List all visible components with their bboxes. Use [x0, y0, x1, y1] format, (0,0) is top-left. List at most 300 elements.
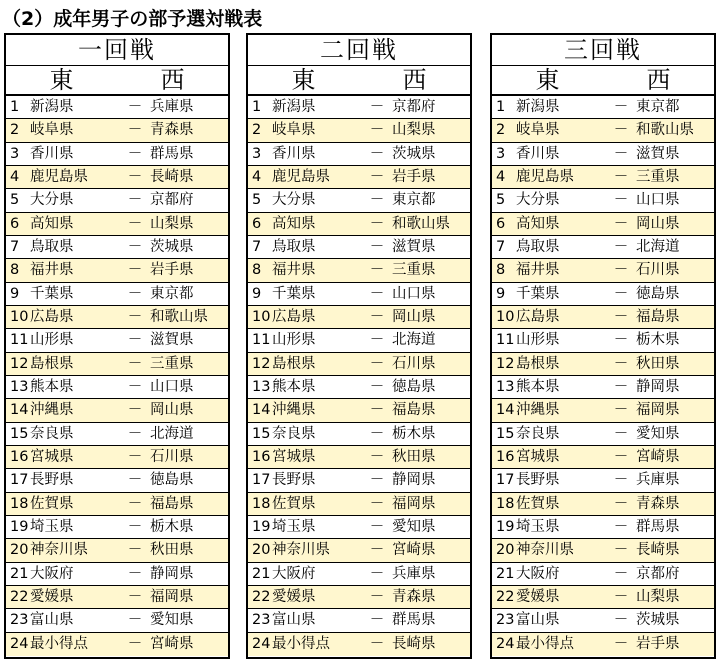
match-number: 19	[496, 519, 515, 536]
match-number: 16	[10, 449, 29, 466]
west-team: 京都府	[636, 565, 680, 582]
east-team: 千葉県	[272, 285, 316, 302]
match-row	[492, 96, 714, 119]
versus-dash: －	[127, 215, 143, 232]
round-title: 二回戦	[248, 35, 470, 66]
match-number: 16	[252, 449, 271, 466]
match-row	[248, 633, 470, 656]
west-team: 静岡県	[392, 472, 436, 489]
east-team: 大分県	[30, 192, 74, 209]
west-team: 福島県	[150, 495, 194, 512]
match-number: 12	[496, 355, 515, 372]
match-number: 2	[496, 122, 506, 139]
versus-dash: －	[369, 332, 385, 349]
west-team: 徳島県	[392, 379, 436, 396]
west-team: 京都府	[392, 99, 436, 116]
match-number: 12	[10, 355, 29, 372]
match-number: 22	[496, 589, 515, 606]
versus-dash: －	[127, 472, 143, 489]
east-team: 宮城県	[30, 449, 74, 466]
match-row	[6, 306, 228, 329]
versus-dash: －	[127, 285, 143, 302]
west-team: 北海道	[392, 332, 436, 349]
west-team: 愛知県	[150, 612, 194, 629]
match-row	[492, 469, 714, 492]
match-number: 13	[10, 379, 29, 396]
east-team: 最小得点	[516, 636, 574, 653]
versus-dash: －	[613, 565, 629, 582]
west-team: 北海道	[636, 239, 680, 256]
match-row	[6, 166, 228, 189]
west-team: 静岡県	[636, 379, 680, 396]
match-number: 17	[252, 472, 271, 489]
match-number: 3	[252, 145, 262, 162]
match-number: 21	[10, 565, 29, 582]
versus-dash: －	[613, 332, 629, 349]
east-team: 熊本県	[30, 379, 74, 396]
east-team: 佐賀県	[30, 495, 74, 512]
west-team: 滋賀県	[392, 239, 436, 256]
east-team: 鳥取県	[30, 239, 74, 256]
match-number: 19	[252, 519, 271, 536]
match-row	[6, 213, 228, 236]
match-number: 15	[10, 425, 29, 442]
east-team: 愛媛県	[30, 589, 74, 606]
west-team: 茨城県	[150, 239, 194, 256]
west-team: 兵庫県	[636, 472, 680, 489]
match-row	[6, 119, 228, 142]
versus-dash: －	[613, 122, 629, 139]
west-team: 愛知県	[392, 519, 436, 536]
versus-dash: －	[127, 636, 143, 653]
round-table-3	[490, 33, 716, 659]
versus-dash: －	[613, 495, 629, 512]
east-team: 熊本県	[272, 379, 316, 396]
match-row	[248, 353, 470, 376]
match-number: 10	[10, 309, 29, 326]
east-team: 埼玉県	[272, 519, 316, 536]
match-number: 6	[252, 215, 262, 232]
round-title: 一回戦	[6, 35, 228, 66]
match-number: 12	[252, 355, 271, 372]
match-number: 11	[252, 332, 271, 349]
versus-dash: －	[127, 192, 143, 209]
match-row	[492, 586, 714, 609]
versus-dash: －	[127, 402, 143, 419]
east-team: 大分県	[272, 192, 316, 209]
match-number: 23	[252, 612, 271, 629]
versus-dash: －	[127, 239, 143, 256]
match-number: 17	[496, 472, 515, 489]
match-number: 9	[10, 285, 20, 302]
west-team: 福島県	[392, 402, 436, 419]
match-row	[248, 493, 470, 516]
west-team: 徳島県	[150, 472, 194, 489]
west-team: 山口県	[392, 285, 436, 302]
match-row	[492, 189, 714, 212]
match-row	[248, 563, 470, 586]
east-team: 広島県	[516, 309, 560, 326]
versus-dash: －	[369, 589, 385, 606]
east-team: 高知県	[516, 215, 560, 232]
match-row	[492, 166, 714, 189]
west-team: 愛知県	[636, 425, 680, 442]
match-row	[492, 259, 714, 282]
match-row	[248, 306, 470, 329]
match-row	[492, 119, 714, 142]
match-number: 5	[252, 192, 262, 209]
match-number: 20	[252, 542, 271, 559]
west-team: 滋賀県	[636, 145, 680, 162]
east-west-header	[6, 66, 228, 96]
versus-dash: －	[369, 472, 385, 489]
east-team: 最小得点	[30, 636, 88, 653]
east-team: 山形県	[30, 332, 74, 349]
match-number: 2	[10, 122, 20, 139]
versus-dash: －	[613, 425, 629, 442]
versus-dash: －	[127, 519, 143, 536]
west-team: 兵庫県	[392, 565, 436, 582]
west-team: 三重県	[636, 169, 680, 186]
match-number: 3	[496, 145, 506, 162]
east-team: 鳥取県	[516, 239, 560, 256]
match-number: 1	[10, 99, 20, 116]
match-row	[248, 166, 470, 189]
east-team: 奈良県	[272, 425, 316, 442]
match-number: 8	[496, 262, 506, 279]
west-team: 栃木県	[392, 425, 436, 442]
match-number: 17	[10, 472, 29, 489]
versus-dash: －	[127, 449, 143, 466]
west-team: 栃木県	[636, 332, 680, 349]
west-team: 岡山県	[392, 309, 436, 326]
versus-dash: －	[613, 379, 629, 396]
match-row	[248, 213, 470, 236]
versus-dash: －	[613, 99, 629, 116]
versus-dash: －	[127, 495, 143, 512]
east-team: 岐阜県	[272, 122, 316, 139]
versus-dash: －	[127, 425, 143, 442]
versus-dash: －	[369, 542, 385, 559]
versus-dash: －	[369, 285, 385, 302]
match-row	[6, 493, 228, 516]
match-number: 4	[252, 169, 262, 186]
versus-dash: －	[613, 169, 629, 186]
west-team: 岩手県	[392, 169, 436, 186]
match-row	[492, 516, 714, 539]
east-team: 大阪府	[272, 565, 316, 582]
match-row	[492, 633, 714, 656]
match-row	[248, 446, 470, 469]
east-team: 香川県	[272, 145, 316, 162]
match-number: 11	[10, 332, 29, 349]
match-row	[6, 563, 228, 586]
match-number: 18	[10, 495, 29, 512]
west-team: 長崎県	[392, 636, 436, 653]
match-row	[248, 539, 470, 562]
versus-dash: －	[127, 309, 143, 326]
match-row	[492, 306, 714, 329]
match-number: 13	[496, 379, 515, 396]
versus-dash: －	[127, 145, 143, 162]
match-number: 10	[252, 309, 271, 326]
east-team: 千葉県	[30, 285, 74, 302]
east-team: 奈良県	[30, 425, 74, 442]
versus-dash: －	[369, 145, 385, 162]
east-team: 愛媛県	[516, 589, 560, 606]
versus-dash: －	[613, 636, 629, 653]
match-row	[492, 283, 714, 306]
versus-dash: －	[127, 565, 143, 582]
match-number: 6	[496, 215, 506, 232]
east-team: 長野県	[272, 472, 316, 489]
east-team: 宮城県	[516, 449, 560, 466]
east-header-label: 東	[535, 66, 560, 94]
match-number: 22	[252, 589, 271, 606]
match-row	[6, 376, 228, 399]
match-list	[6, 96, 228, 656]
versus-dash: －	[369, 262, 385, 279]
west-team: 岩手県	[636, 636, 680, 653]
match-row	[492, 236, 714, 259]
east-team: 佐賀県	[272, 495, 316, 512]
west-team: 秋田県	[150, 542, 194, 559]
match-number: 21	[252, 565, 271, 582]
east-team: 岐阜県	[516, 122, 560, 139]
west-team: 静岡県	[150, 565, 194, 582]
east-team: 最小得点	[272, 636, 330, 653]
match-number: 15	[496, 425, 515, 442]
versus-dash: －	[127, 169, 143, 186]
match-row	[248, 516, 470, 539]
match-number: 1	[496, 99, 506, 116]
match-row	[6, 586, 228, 609]
match-row	[6, 446, 228, 469]
east-team: 島根県	[516, 355, 560, 372]
east-team: 長野県	[516, 472, 560, 489]
match-row	[6, 609, 228, 632]
versus-dash: －	[613, 449, 629, 466]
versus-dash: －	[369, 309, 385, 326]
match-number: 20	[10, 542, 29, 559]
match-row	[6, 143, 228, 166]
east-team: 島根県	[272, 355, 316, 372]
match-row	[492, 143, 714, 166]
versus-dash: －	[127, 262, 143, 279]
match-row	[6, 399, 228, 422]
versus-dash: －	[613, 215, 629, 232]
match-row	[492, 446, 714, 469]
match-row	[248, 469, 470, 492]
east-team: 高知県	[272, 215, 316, 232]
east-team: 新潟県	[30, 99, 74, 116]
versus-dash: －	[613, 472, 629, 489]
match-number: 9	[252, 285, 262, 302]
east-team: 新潟県	[272, 99, 316, 116]
match-number: 9	[496, 285, 506, 302]
match-row	[248, 236, 470, 259]
versus-dash: －	[613, 309, 629, 326]
east-team: 鳥取県	[272, 239, 316, 256]
west-team: 和歌山県	[150, 309, 208, 326]
east-team: 山形県	[272, 332, 316, 349]
match-row	[492, 563, 714, 586]
east-team: 山形県	[516, 332, 560, 349]
match-row	[6, 189, 228, 212]
versus-dash: －	[613, 192, 629, 209]
east-team: 佐賀県	[516, 495, 560, 512]
match-number: 4	[10, 169, 20, 186]
versus-dash: －	[369, 612, 385, 629]
match-row	[6, 539, 228, 562]
match-row	[492, 423, 714, 446]
versus-dash: －	[613, 145, 629, 162]
east-team: 福井県	[516, 262, 560, 279]
round-table-1	[4, 33, 230, 659]
west-team: 石川県	[392, 355, 436, 372]
versus-dash: －	[613, 239, 629, 256]
west-team: 青森県	[636, 495, 680, 512]
east-team: 高知県	[30, 215, 74, 232]
west-team: 兵庫県	[150, 99, 194, 116]
east-team: 広島県	[30, 309, 74, 326]
west-team: 宮崎県	[636, 449, 680, 466]
west-team: 岡山県	[150, 402, 194, 419]
match-number: 7	[252, 239, 262, 256]
versus-dash: －	[127, 332, 143, 349]
match-number: 7	[10, 239, 20, 256]
west-team: 東京都	[150, 285, 194, 302]
match-list	[492, 96, 714, 656]
match-number: 3	[10, 145, 20, 162]
match-row	[6, 236, 228, 259]
east-team: 長野県	[30, 472, 74, 489]
versus-dash: －	[369, 169, 385, 186]
west-team: 青森県	[150, 122, 194, 139]
west-team: 石川県	[150, 449, 194, 466]
versus-dash: －	[369, 425, 385, 442]
east-team: 鹿児島県	[516, 169, 574, 186]
west-team: 長崎県	[150, 169, 194, 186]
west-team: 茨城県	[392, 145, 436, 162]
east-team: 岐阜県	[30, 122, 74, 139]
west-team: 三重県	[150, 355, 194, 372]
match-row	[492, 493, 714, 516]
west-header-label: 西	[646, 66, 671, 94]
west-team: 岡山県	[636, 215, 680, 232]
west-team: 滋賀県	[150, 332, 194, 349]
match-number: 18	[496, 495, 515, 512]
versus-dash: －	[127, 589, 143, 606]
east-team: 福井県	[30, 262, 74, 279]
versus-dash: －	[369, 99, 385, 116]
match-row	[6, 96, 228, 119]
west-team: 石川県	[636, 262, 680, 279]
match-number: 19	[10, 519, 29, 536]
match-row	[6, 516, 228, 539]
east-team: 熊本県	[516, 379, 560, 396]
versus-dash: －	[613, 542, 629, 559]
west-team: 宮崎県	[392, 542, 436, 559]
east-header-label: 東	[49, 66, 74, 94]
versus-dash: －	[369, 215, 385, 232]
versus-dash: －	[127, 612, 143, 629]
west-team: 福岡県	[636, 402, 680, 419]
match-list	[248, 96, 470, 656]
west-team: 福島県	[636, 309, 680, 326]
versus-dash: －	[369, 402, 385, 419]
east-team: 香川県	[30, 145, 74, 162]
versus-dash: －	[613, 355, 629, 372]
match-number: 24	[496, 636, 515, 653]
east-team: 新潟県	[516, 99, 560, 116]
east-team: 神奈川県	[30, 542, 88, 559]
west-team: 和歌山県	[636, 122, 694, 139]
versus-dash: －	[369, 519, 385, 536]
west-team: 茨城県	[636, 612, 680, 629]
east-team: 神奈川県	[272, 542, 330, 559]
match-number: 7	[496, 239, 506, 256]
match-row	[248, 423, 470, 446]
versus-dash: －	[613, 612, 629, 629]
match-number: 14	[496, 402, 515, 419]
east-team: 島根県	[30, 355, 74, 372]
west-team: 福岡県	[150, 589, 194, 606]
match-number: 18	[252, 495, 271, 512]
west-team: 栃木県	[150, 519, 194, 536]
east-team: 神奈川県	[516, 542, 574, 559]
east-west-header	[248, 66, 470, 96]
east-team: 広島県	[272, 309, 316, 326]
west-team: 山梨県	[636, 589, 680, 606]
match-row	[248, 96, 470, 119]
west-team: 北海道	[150, 425, 194, 442]
match-row	[248, 399, 470, 422]
versus-dash: －	[127, 379, 143, 396]
match-number: 21	[496, 565, 515, 582]
west-team: 秋田県	[636, 355, 680, 372]
east-team: 富山県	[516, 612, 560, 629]
match-row	[248, 119, 470, 142]
east-team: 鹿児島県	[30, 169, 88, 186]
match-number: 20	[496, 542, 515, 559]
match-row	[6, 329, 228, 352]
versus-dash: －	[369, 449, 385, 466]
versus-dash: －	[127, 122, 143, 139]
match-row	[6, 469, 228, 492]
match-number: 11	[496, 332, 515, 349]
west-team: 岩手県	[150, 262, 194, 279]
east-team: 大分県	[516, 192, 560, 209]
east-team: 宮城県	[272, 449, 316, 466]
versus-dash: －	[369, 636, 385, 653]
match-row	[248, 329, 470, 352]
match-number: 13	[252, 379, 271, 396]
match-row	[248, 143, 470, 166]
match-number: 14	[10, 402, 29, 419]
versus-dash: －	[369, 122, 385, 139]
match-row	[492, 539, 714, 562]
versus-dash: －	[369, 355, 385, 372]
versus-dash: －	[613, 285, 629, 302]
versus-dash: －	[369, 495, 385, 512]
match-number: 8	[252, 262, 262, 279]
west-team: 福岡県	[392, 495, 436, 512]
west-team: 東京都	[636, 99, 680, 116]
match-number: 14	[252, 402, 271, 419]
match-row	[248, 376, 470, 399]
match-number: 15	[252, 425, 271, 442]
